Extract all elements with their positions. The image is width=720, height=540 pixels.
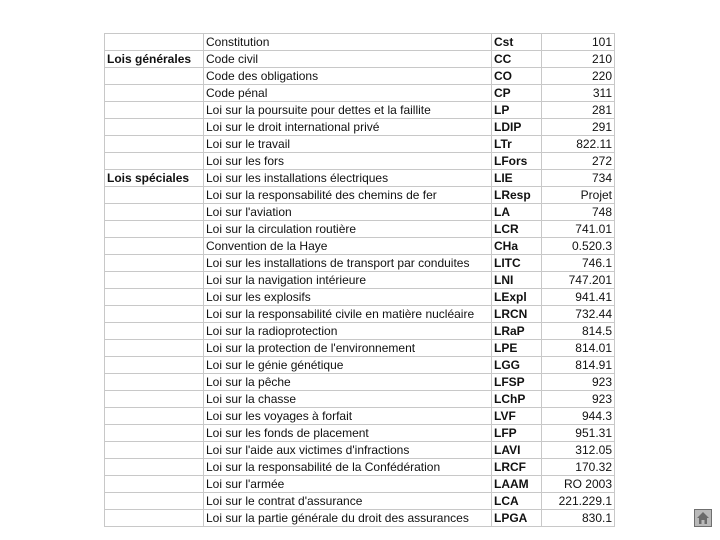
table-row <box>105 493 615 510</box>
table-row <box>105 221 615 238</box>
table-row <box>105 289 615 306</box>
law-abbr-cell: LCR <box>492 221 542 238</box>
category-cell <box>105 153 204 170</box>
table-row <box>105 34 615 51</box>
table-row <box>105 357 615 374</box>
law-abbr-cell: CO <box>492 68 542 85</box>
law-name-cell: Loi sur les fors <box>204 153 492 170</box>
law-name-cell: Loi sur la responsabilité des chemins de fer <box>204 187 492 204</box>
law-abbr-cell: LDIP <box>492 119 542 136</box>
table-row <box>105 340 615 357</box>
law-abbr-cell: LA <box>492 204 542 221</box>
category-cell <box>105 102 204 119</box>
law-name-cell: Loi sur l'aide aux victimes d'infractions <box>204 442 492 459</box>
category-cell <box>105 34 204 51</box>
law-abbr-cell: CC <box>492 51 542 68</box>
law-number-cell: 312.05 <box>542 442 615 459</box>
table-row <box>105 238 615 255</box>
law-name-cell: Loi sur la responsabilité civile en matière nucléaire <box>204 306 492 323</box>
law-name-cell: Loi sur la radioprotection <box>204 323 492 340</box>
category-cell <box>105 476 204 493</box>
category-cell <box>105 204 204 221</box>
law-name-cell: Loi sur la navigation intérieure <box>204 272 492 289</box>
law-number-cell: 747.201 <box>542 272 615 289</box>
law-number-cell: 923 <box>542 391 615 408</box>
law-abbr-cell: LRaP <box>492 323 542 340</box>
law-name-cell: Loi sur la chasse <box>204 391 492 408</box>
table-row <box>105 170 615 187</box>
law-number-cell: 170.32 <box>542 459 615 476</box>
law-number-cell: 748 <box>542 204 615 221</box>
law-name-cell: Loi sur les voyages à forfait <box>204 408 492 425</box>
law-number-cell: 746.1 <box>542 255 615 272</box>
table-row <box>105 323 615 340</box>
law-abbr-cell: LExpl <box>492 289 542 306</box>
law-abbr-cell: LRCF <box>492 459 542 476</box>
law-number-cell: 923 <box>542 374 615 391</box>
law-number-cell: 822.11 <box>542 136 615 153</box>
table-row <box>105 306 615 323</box>
home-button[interactable] <box>694 509 712 527</box>
category-cell <box>105 374 204 391</box>
law-number-cell: 741.01 <box>542 221 615 238</box>
category-cell <box>105 425 204 442</box>
law-number-cell: RO 2003 <box>542 476 615 493</box>
law-name-cell: Loi sur la pêche <box>204 374 492 391</box>
law-number-cell: 221.229.1 <box>542 493 615 510</box>
table-row <box>105 510 615 527</box>
table-row <box>105 85 615 102</box>
law-name-cell: Loi sur les installations électriques <box>204 170 492 187</box>
table-row <box>105 102 615 119</box>
law-number-cell: 830.1 <box>542 510 615 527</box>
category-cell <box>105 391 204 408</box>
law-name-cell: Loi sur l'aviation <box>204 204 492 221</box>
category-cell <box>105 187 204 204</box>
law-abbr-cell: LCA <box>492 493 542 510</box>
law-abbr-cell: LRCN <box>492 306 542 323</box>
law-abbr-cell: LAAM <box>492 476 542 493</box>
table-row <box>105 425 615 442</box>
law-number-cell: 951.31 <box>542 425 615 442</box>
law-number-cell: 944.3 <box>542 408 615 425</box>
law-abbr-cell: LIE <box>492 170 542 187</box>
law-name-cell: Loi sur la circulation routière <box>204 221 492 238</box>
law-abbr-cell: LResp <box>492 187 542 204</box>
table-row <box>105 51 615 68</box>
category-cell <box>105 119 204 136</box>
law-name-cell: Loi sur les explosifs <box>204 289 492 306</box>
law-number-cell: 220 <box>542 68 615 85</box>
law-abbr-cell: LTr <box>492 136 542 153</box>
law-abbr-cell: CHa <box>492 238 542 255</box>
table-row <box>105 391 615 408</box>
table-row <box>105 272 615 289</box>
law-abbr-cell: LFSP <box>492 374 542 391</box>
category-cell: Lois générales <box>105 51 204 68</box>
category-cell <box>105 85 204 102</box>
law-abbr-cell: Cst <box>492 34 542 51</box>
law-number-cell: 814.01 <box>542 340 615 357</box>
law-name-cell: Code civil <box>204 51 492 68</box>
category-cell <box>105 255 204 272</box>
law-number-cell: 272 <box>542 153 615 170</box>
law-name-cell: Loi sur les fonds de placement <box>204 425 492 442</box>
law-name-cell: Constitution <box>204 34 492 51</box>
law-name-cell: Loi sur la protection de l'environnement <box>204 340 492 357</box>
law-name-cell: Loi sur la responsabilité de la Confédération <box>204 459 492 476</box>
table-row <box>105 459 615 476</box>
table-row <box>105 442 615 459</box>
category-cell <box>105 272 204 289</box>
table-row <box>105 119 615 136</box>
law-name-cell: Loi sur l'armée <box>204 476 492 493</box>
law-number-cell: 210 <box>542 51 615 68</box>
table-row <box>105 255 615 272</box>
law-name-cell: Code des obligations <box>204 68 492 85</box>
law-abbr-cell: CP <box>492 85 542 102</box>
law-number-cell: Projet <box>542 187 615 204</box>
category-cell <box>105 289 204 306</box>
law-abbr-cell: LAVI <box>492 442 542 459</box>
table-row <box>105 187 615 204</box>
law-abbr-cell: LFors <box>492 153 542 170</box>
law-abbr-cell: LNI <box>492 272 542 289</box>
table-row <box>105 136 615 153</box>
law-name-cell: Loi sur la partie générale du droit des assurances <box>204 510 492 527</box>
category-cell <box>105 306 204 323</box>
law-abbr-cell: LVF <box>492 408 542 425</box>
law-name-cell: Code pénal <box>204 85 492 102</box>
category-cell <box>105 493 204 510</box>
law-number-cell: 734 <box>542 170 615 187</box>
category-cell <box>105 510 204 527</box>
law-number-cell: 0.520.3 <box>542 238 615 255</box>
law-name-cell: Loi sur la poursuite pour dettes et la faillite <box>204 102 492 119</box>
category-cell: Lois spéciales <box>105 170 204 187</box>
law-number-cell: 814.5 <box>542 323 615 340</box>
law-number-cell: 732.44 <box>542 306 615 323</box>
law-name-cell: Loi sur le travail <box>204 136 492 153</box>
table-row <box>105 408 615 425</box>
table-row <box>105 153 615 170</box>
category-cell <box>105 238 204 255</box>
category-cell <box>105 68 204 85</box>
home-icon <box>695 510 711 526</box>
table-row <box>105 204 615 221</box>
law-number-cell: 281 <box>542 102 615 119</box>
law-number-cell: 941.41 <box>542 289 615 306</box>
law-abbr-cell: LGG <box>492 357 542 374</box>
category-cell <box>105 136 204 153</box>
law-name-cell: Loi sur le génie génétique <box>204 357 492 374</box>
table-row <box>105 68 615 85</box>
category-cell <box>105 323 204 340</box>
category-cell <box>105 459 204 476</box>
law-abbr-cell: LITC <box>492 255 542 272</box>
law-abbr-cell: LChP <box>492 391 542 408</box>
law-abbr-cell: LPE <box>492 340 542 357</box>
category-cell <box>105 408 204 425</box>
law-name-cell: Loi sur le contrat d'assurance <box>204 493 492 510</box>
law-number-cell: 291 <box>542 119 615 136</box>
law-number-cell: 101 <box>542 34 615 51</box>
law-table-body <box>105 34 615 527</box>
law-name-cell: Convention de la Haye <box>204 238 492 255</box>
table-row <box>105 476 615 493</box>
law-name-cell: Loi sur le droit international privé <box>204 119 492 136</box>
law-table <box>104 33 615 527</box>
law-number-cell: 814.91 <box>542 357 615 374</box>
law-number-cell: 311 <box>542 85 615 102</box>
law-name-cell: Loi sur les installations de transport par conduites <box>204 255 492 272</box>
law-abbr-cell: LFP <box>492 425 542 442</box>
category-cell <box>105 340 204 357</box>
law-abbr-cell: LP <box>492 102 542 119</box>
table-row <box>105 374 615 391</box>
category-cell <box>105 357 204 374</box>
law-abbr-cell: LPGA <box>492 510 542 527</box>
category-cell <box>105 221 204 238</box>
category-cell <box>105 442 204 459</box>
